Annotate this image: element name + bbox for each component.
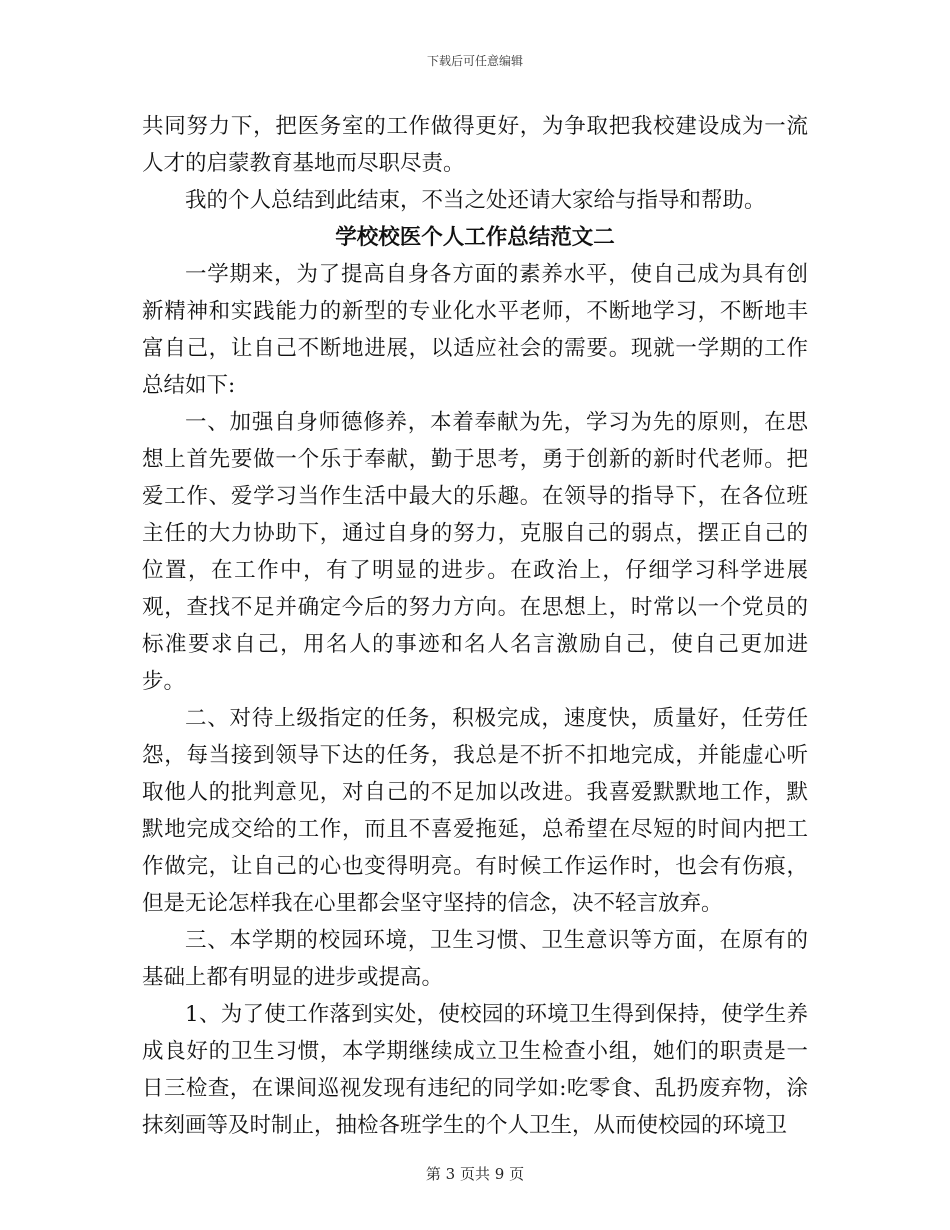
paragraph-4: 一、加强自身师德修养，本着奉献为先，学习为先的原则，在思想上首先要做一个乐于奉献，勤于思考，勇于创新的新时代老师。把爱工作、爱学习当作生活中最大的乐趣。在领导的指导下，在各位班主任的大力协助下，通过自身的努力，克服自己的弱点，摆正自己的位置，在工作中，有了明显的进步。在政治上，仔细学习科学进展观，查找不足并确定今后的努力方向。在思想上，时常以一个党员的标准要求自己，用名人的事迹和名人名言激励自己，使自己更加进步。 — [142, 410, 808, 694]
paragraph-6: 三、本学期的校园环境，卫生习惯、卫生意识等方面，在原有的基础上都有明显的进步或提高。 — [142, 928, 808, 990]
paragraph-2: 我的个人总结到此结束，不当之处还请大家给与指导和帮助。 — [185, 188, 766, 213]
paragraph-5: 二、对待上级指定的任务，积极完成，速度快，质量好，任劳任怨，每当接到领导下达的任务，我总是不折不扣地完成，并能虚心听取他人的批判意见，对自己的不足加以改进。我喜爱默默地工作，默默地完成交给的工作，而且不喜爱拖延，总希望在尽短的时间内把工作做完，让自己的心也变得明亮。有时候工作运作时，也会有伤痕，但是无论怎样我在心里都会坚守坚持的信念，决不轻言放弃。 — [142, 706, 808, 916]
paragraph-3: 一学期来，为了提高自身各方面的素养水平，使自己成为具有创新精神和实践能力的新型的专业化水平老师，不断地学习，不断地丰富自己，让自己不断地进展，以适应社会的需要。现就一学期的工作总结如下: — [142, 262, 808, 398]
document-body — [142, 108, 808, 1144]
page-footer: 第 3 页共 9 页 — [425, 1165, 525, 1183]
paragraph-7: 1、为了使工作落到实处，使校园的环境卫生得到保持，使学生养成良好的卫生习惯，本学期继续成立卫生检查小组，她们的职责是一日三检查，在课间巡视发现有违纪的同学如:吃零食、乱扔废弃物，涂抹刻画等及时制止，抽检各班学生的个人卫生，从而使校园的环境卫 — [142, 1002, 808, 1138]
section-title: 学校校医个人工作总结范文二 — [335, 225, 615, 250]
page-header: 下载后可任意编辑 — [426, 54, 523, 68]
paragraph-1: 共同努力下，把医务室的工作做得更好，为争取把我校建设成为一流人才的启蒙教育基地而尽职尽责。 — [142, 114, 808, 176]
